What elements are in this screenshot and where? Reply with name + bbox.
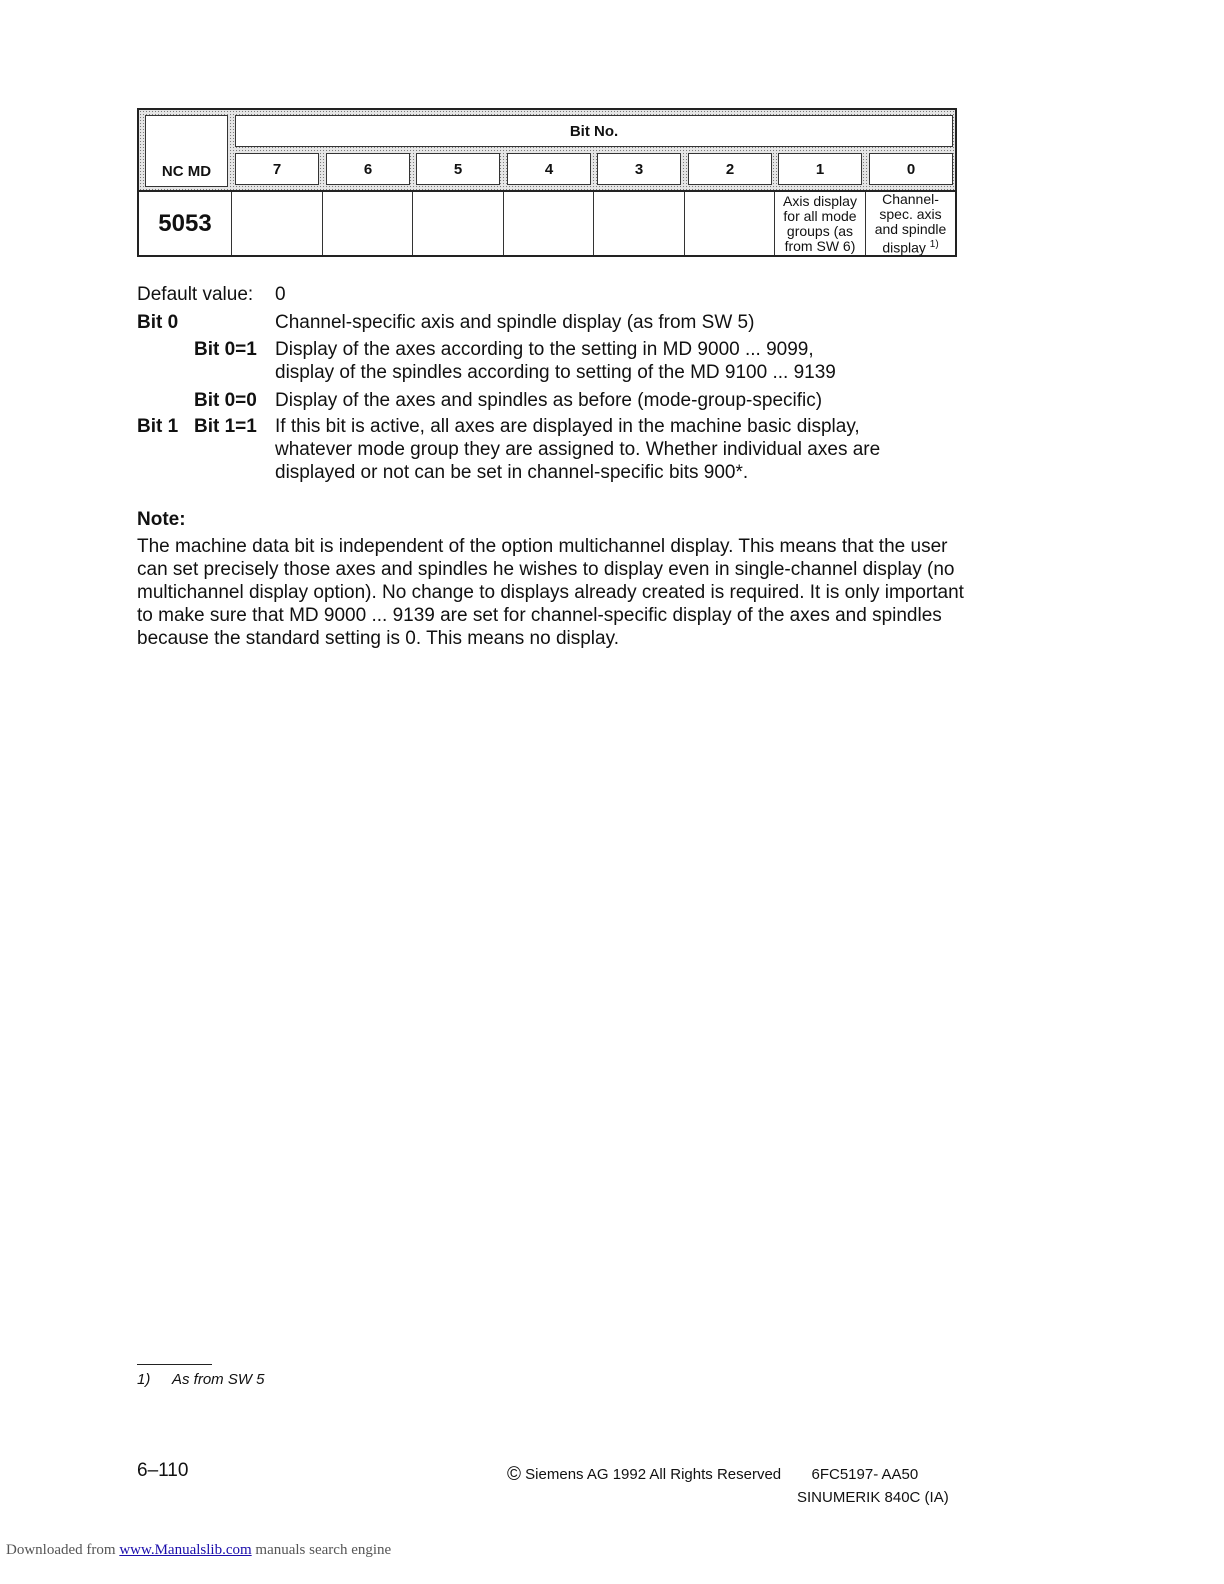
bit-0-cell bbox=[865, 192, 955, 255]
bit-2-header: 2 bbox=[688, 153, 772, 185]
bit-1-desc-line: for all mode bbox=[783, 207, 857, 224]
bit-6-cell bbox=[322, 192, 412, 255]
bit-4-cell bbox=[503, 192, 593, 255]
bit-0-desc-line: Channel- bbox=[882, 190, 939, 207]
bit-0-desc-line: and spindle bbox=[874, 220, 947, 237]
bit-5-cell bbox=[412, 192, 503, 255]
bit-3-cell bbox=[593, 192, 684, 255]
download-notice bbox=[6, 1542, 391, 1559]
bit-2-cell bbox=[684, 192, 774, 255]
footnote-marker: 1) bbox=[137, 1371, 151, 1388]
page-number: 6–110 bbox=[137, 1460, 189, 1481]
bit-6-header: 6 bbox=[326, 153, 410, 185]
footnote bbox=[137, 1371, 265, 1388]
bit-4-header: 4 bbox=[507, 153, 591, 185]
bit-0-desc-line: spec. axis bbox=[879, 205, 942, 222]
copyright-text: Siemens AG 1992 All Rights Reserved bbox=[525, 1466, 782, 1483]
footnote-text: As from SW 5 bbox=[172, 1371, 265, 1388]
bit-5-header: 5 bbox=[416, 153, 500, 185]
bit0-1-line: display of the spindles according to setting of the MD 9100 ... 9139 bbox=[275, 362, 836, 383]
bit0-1-label: Bit 0=1 bbox=[194, 339, 257, 360]
default-value: 0 bbox=[275, 284, 286, 305]
bit0-0-description: Display of the axes and spindles as before (mode-group-specific) bbox=[275, 390, 823, 411]
bit0-0-label: Bit 0=0 bbox=[194, 390, 257, 411]
bit1-1-line: whatever mode group they are assigned to. Whether individual axes are bbox=[275, 439, 881, 460]
bit1-1-label: Bit 1=1 bbox=[194, 416, 257, 437]
bit-1-desc-line: Axis display bbox=[783, 192, 857, 209]
download-suffix: manuals search engine bbox=[251, 1542, 392, 1558]
note-title: Note: bbox=[137, 509, 186, 530]
bit0-label: Bit 0 bbox=[137, 312, 179, 333]
footnote-ref: 1) bbox=[929, 238, 939, 250]
note-text: The machine data bit is independent of the option multichannel display. This means that the user can set precisely those axes and spindles he wishes to display even in single-channel display (no multichannel display option). No change to displays already created is required. It is only important to make sure that MD 9000 ... 9139 are set for channel-specific display of the axes and spindles because the standard setting is 0. This means no display. bbox=[137, 536, 964, 649]
bit1-1-line: If this bit is active, all axes are displayed in the machine basic display, bbox=[275, 416, 860, 437]
md-number: 5053 bbox=[158, 209, 212, 237]
bit-0-desc-line: display bbox=[882, 239, 930, 256]
machine-data-table bbox=[137, 108, 957, 257]
manualslib-link[interactable]: www.Manualslib.com bbox=[119, 1542, 252, 1558]
bit-1-header: 1 bbox=[778, 153, 862, 185]
bit1-1-line: displayed or not can be set in channel-specific bits 900*. bbox=[275, 462, 749, 483]
bit-3-header: 3 bbox=[597, 153, 681, 185]
bit-1-desc-line: from SW 6) bbox=[784, 237, 856, 254]
bit-no-header bbox=[235, 115, 953, 147]
bit0-description: Channel-specific axis and spindle display (as from SW 5) bbox=[275, 312, 755, 333]
product-name: SINUMERIK 840C (IA) bbox=[797, 1489, 949, 1506]
bit-no-label: Bit No. bbox=[569, 122, 619, 140]
footnote-rule bbox=[137, 1364, 212, 1365]
nc-md-header bbox=[145, 115, 228, 187]
bit-7-cell bbox=[231, 192, 322, 255]
bit-1-desc-line: groups (as bbox=[786, 222, 854, 239]
bit1-label: Bit 1 bbox=[137, 416, 179, 437]
default-value-label: Default value: bbox=[137, 284, 254, 305]
bit-7-header: 7 bbox=[235, 153, 319, 185]
order-number: 6FC5197- AA50 bbox=[811, 1466, 919, 1483]
bit-1-cell bbox=[774, 192, 865, 255]
copyright-symbol: © bbox=[507, 1464, 521, 1485]
download-prefix: Downloaded from bbox=[6, 1542, 120, 1558]
nc-md-label: NC MD bbox=[161, 163, 212, 180]
copyright-line bbox=[507, 1464, 918, 1486]
bit0-1-line: Display of the axes according to the setting in MD 9000 ... 9099, bbox=[275, 339, 814, 360]
bit-0-header: 0 bbox=[869, 153, 953, 185]
